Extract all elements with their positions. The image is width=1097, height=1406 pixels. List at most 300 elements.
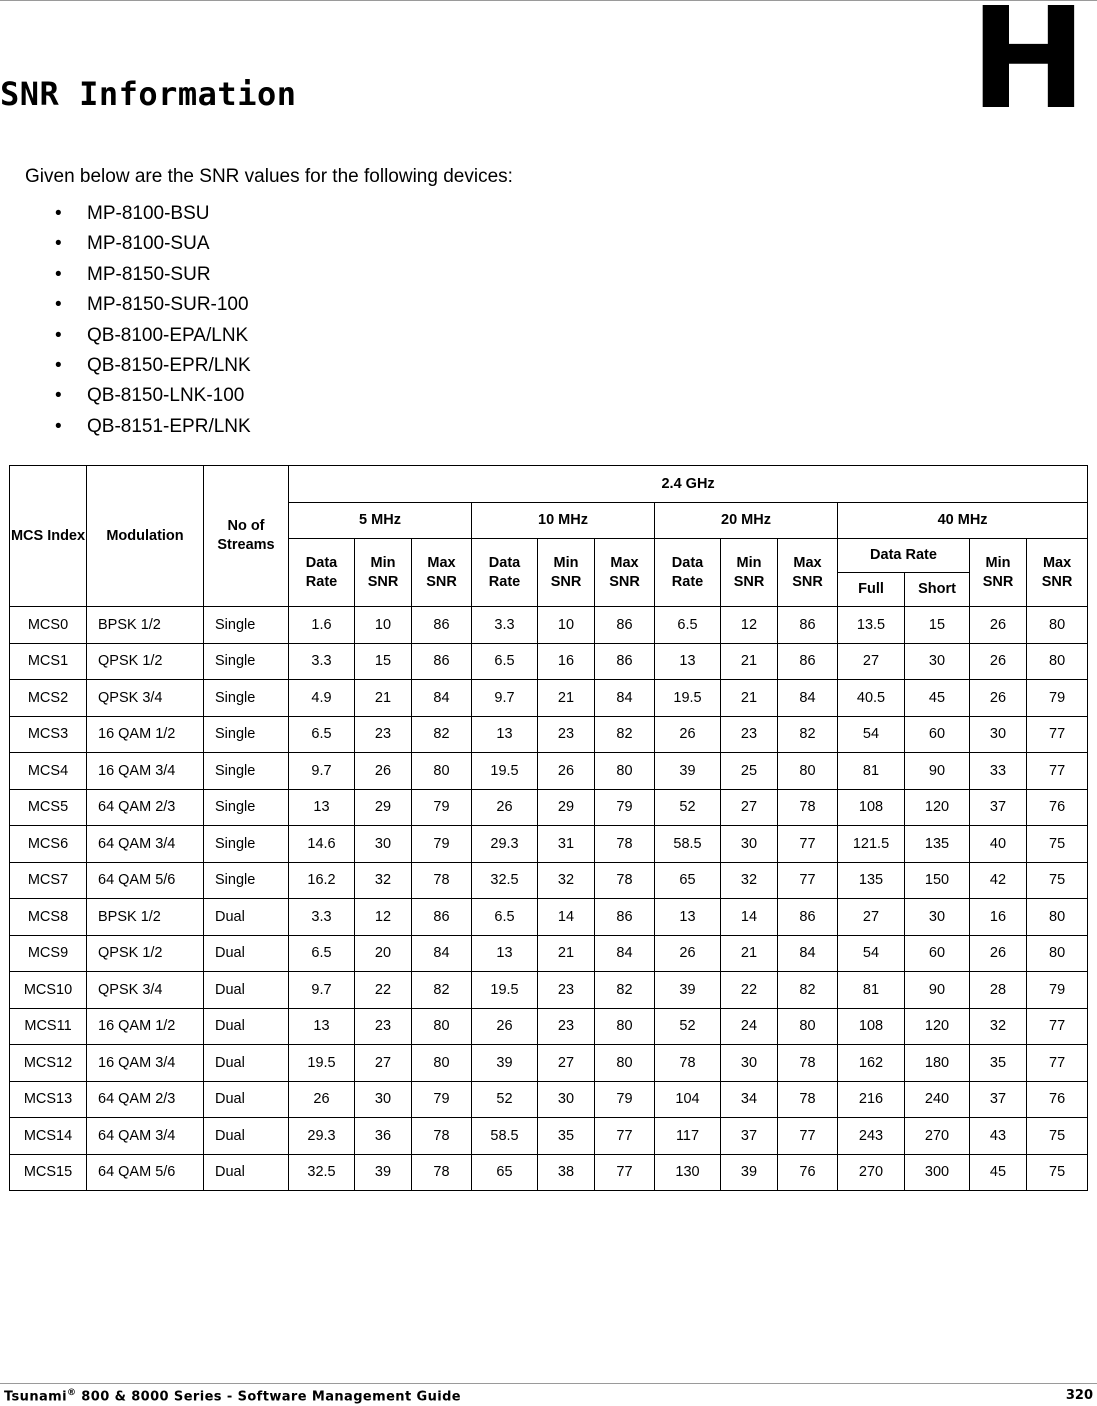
cell-min-snr-20mhz: 30: [721, 1045, 778, 1082]
table-row: [10, 680, 1088, 717]
cell-min-snr-5mhz: 30: [355, 826, 412, 863]
cell-min-snr-40mhz: 26: [970, 680, 1027, 717]
footer-rule: [0, 1383, 1097, 1384]
header-max-snr: Max SNR: [1027, 539, 1088, 607]
cell-rate-10mhz: 19.5: [472, 972, 538, 1009]
cell-min-snr-40mhz: 45: [970, 1154, 1027, 1191]
cell-rate-short-40mhz: 270: [905, 1118, 970, 1155]
cell-rate-10mhz: 65: [472, 1154, 538, 1191]
cell-rate-short-40mhz: 150: [905, 862, 970, 899]
footer-guide-title: [4, 1388, 461, 1404]
device-list: [55, 200, 251, 443]
cell-max-snr-20mhz: 86: [778, 607, 838, 644]
cell-mcs-index: MCS9: [10, 935, 87, 972]
bullet: •: [55, 324, 62, 346]
table-row: [10, 1118, 1088, 1155]
cell-max-snr-20mhz: 86: [778, 899, 838, 936]
top-rule: [0, 0, 1097, 1]
table-row: [10, 1081, 1088, 1118]
cell-mcs-index: MCS5: [10, 789, 87, 826]
chapter-letter: H: [969, 0, 1087, 141]
bullet: •: [55, 233, 62, 255]
device-name: MP-8100-BSU: [87, 203, 210, 224]
cell-min-snr-40mhz: 37: [970, 789, 1027, 826]
list-item: [55, 322, 251, 352]
cell-min-snr-10mhz: 16: [538, 643, 595, 680]
cell-max-snr-5mhz: 80: [412, 753, 472, 790]
bullet: •: [55, 385, 62, 407]
cell-max-snr-40mhz: 80: [1027, 643, 1088, 680]
cell-streams: Single: [204, 862, 289, 899]
cell-streams: Single: [204, 753, 289, 790]
cell-max-snr-40mhz: 75: [1027, 826, 1088, 863]
cell-modulation: QPSK 3/4: [87, 972, 204, 1009]
cell-rate-short-40mhz: 180: [905, 1045, 970, 1082]
table-row: [10, 972, 1088, 1009]
cell-rate-10mhz: 3.3: [472, 607, 538, 644]
cell-min-snr-20mhz: 14: [721, 899, 778, 936]
cell-max-snr-20mhz: 76: [778, 1154, 838, 1191]
cell-min-snr-5mhz: 29: [355, 789, 412, 826]
cell-max-snr-5mhz: 86: [412, 899, 472, 936]
cell-rate-full-40mhz: 27: [838, 643, 905, 680]
header-data-rate: Data Rate: [655, 539, 721, 607]
cell-max-snr-20mhz: 86: [778, 643, 838, 680]
cell-min-snr-5mhz: 20: [355, 935, 412, 972]
cell-rate-full-40mhz: 162: [838, 1045, 905, 1082]
cell-mcs-index: MCS12: [10, 1045, 87, 1082]
cell-min-snr-10mhz: 26: [538, 753, 595, 790]
cell-rate-20mhz: 39: [655, 972, 721, 1009]
cell-max-snr-20mhz: 80: [778, 1008, 838, 1045]
cell-min-snr-5mhz: 32: [355, 862, 412, 899]
cell-max-snr-40mhz: 79: [1027, 680, 1088, 717]
cell-max-snr-10mhz: 82: [595, 716, 655, 753]
cell-min-snr-10mhz: 30: [538, 1081, 595, 1118]
cell-rate-10mhz: 26: [472, 1008, 538, 1045]
header-band: 2.4 GHz: [289, 466, 1088, 503]
intro-text: Given below are the SNR values for the following devices:: [25, 166, 513, 187]
device-name: MP-8150-SUR-100: [87, 294, 249, 316]
cell-min-snr-20mhz: 27: [721, 789, 778, 826]
cell-max-snr-40mhz: 77: [1027, 716, 1088, 753]
cell-rate-short-40mhz: 60: [905, 935, 970, 972]
page-title: SNR Information: [0, 75, 297, 113]
cell-rate-5mhz: 29.3: [289, 1118, 355, 1155]
cell-min-snr-20mhz: 39: [721, 1154, 778, 1191]
header-10mhz: 10 MHz: [472, 503, 655, 539]
cell-mcs-index: MCS15: [10, 1154, 87, 1191]
cell-rate-10mhz: 13: [472, 935, 538, 972]
cell-max-snr-10mhz: 79: [595, 789, 655, 826]
cell-modulation: 64 QAM 3/4: [87, 1118, 204, 1155]
cell-max-snr-20mhz: 84: [778, 935, 838, 972]
cell-min-snr-20mhz: 25: [721, 753, 778, 790]
cell-rate-5mhz: 9.7: [289, 972, 355, 1009]
cell-min-snr-5mhz: 30: [355, 1081, 412, 1118]
cell-max-snr-40mhz: 77: [1027, 1008, 1088, 1045]
header-short: Short: [905, 573, 970, 607]
cell-max-snr-20mhz: 80: [778, 753, 838, 790]
cell-max-snr-20mhz: 78: [778, 1081, 838, 1118]
cell-min-snr-5mhz: 23: [355, 1008, 412, 1045]
cell-rate-full-40mhz: 54: [838, 716, 905, 753]
table-row: [10, 826, 1088, 863]
table-row: [10, 862, 1088, 899]
header-data-rate: Data Rate: [472, 539, 538, 607]
header-min-snr: Min SNR: [355, 539, 412, 607]
cell-mcs-index: MCS0: [10, 607, 87, 644]
cell-max-snr-5mhz: 80: [412, 1045, 472, 1082]
cell-mcs-index: MCS11: [10, 1008, 87, 1045]
cell-rate-5mhz: 14.6: [289, 826, 355, 863]
cell-max-snr-5mhz: 79: [412, 1081, 472, 1118]
snr-table-body: [10, 607, 1088, 1191]
cell-rate-short-40mhz: 120: [905, 1008, 970, 1045]
cell-max-snr-10mhz: 84: [595, 680, 655, 717]
cell-rate-10mhz: 39: [472, 1045, 538, 1082]
cell-max-snr-20mhz: 77: [778, 862, 838, 899]
cell-mcs-index: MCS14: [10, 1118, 87, 1155]
cell-max-snr-5mhz: 82: [412, 716, 472, 753]
cell-modulation: 64 QAM 3/4: [87, 826, 204, 863]
cell-rate-short-40mhz: 120: [905, 789, 970, 826]
list-item: [55, 382, 251, 412]
cell-min-snr-10mhz: 14: [538, 899, 595, 936]
bullet: •: [55, 203, 62, 224]
cell-max-snr-5mhz: 86: [412, 607, 472, 644]
bullet: •: [55, 263, 62, 285]
cell-rate-full-40mhz: 270: [838, 1154, 905, 1191]
cell-rate-short-40mhz: 135: [905, 826, 970, 863]
cell-mcs-index: MCS4: [10, 753, 87, 790]
cell-rate-5mhz: 9.7: [289, 753, 355, 790]
cell-modulation: 64 QAM 5/6: [87, 862, 204, 899]
cell-rate-short-40mhz: 30: [905, 899, 970, 936]
cell-mcs-index: MCS6: [10, 826, 87, 863]
bullet: •: [55, 415, 62, 437]
cell-rate-full-40mhz: 81: [838, 753, 905, 790]
cell-min-snr-40mhz: 26: [970, 607, 1027, 644]
cell-min-snr-5mhz: 27: [355, 1045, 412, 1082]
cell-mcs-index: MCS3: [10, 716, 87, 753]
table-row: [10, 935, 1088, 972]
cell-rate-10mhz: 13: [472, 716, 538, 753]
cell-max-snr-5mhz: 79: [412, 789, 472, 826]
cell-min-snr-20mhz: 12: [721, 607, 778, 644]
cell-min-snr-10mhz: 38: [538, 1154, 595, 1191]
list-item: [55, 200, 251, 230]
device-name: QB-8150-LNK-100: [87, 385, 245, 407]
device-name: QB-8151-EPR/LNK: [87, 415, 251, 437]
cell-max-snr-40mhz: 75: [1027, 862, 1088, 899]
cell-min-snr-5mhz: 12: [355, 899, 412, 936]
cell-rate-5mhz: 3.3: [289, 643, 355, 680]
cell-rate-short-40mhz: 90: [905, 753, 970, 790]
cell-rate-5mhz: 16.2: [289, 862, 355, 899]
cell-modulation: 64 QAM 5/6: [87, 1154, 204, 1191]
device-name: QB-8150-EPR/LNK: [87, 354, 251, 376]
cell-max-snr-10mhz: 80: [595, 1008, 655, 1045]
cell-max-snr-40mhz: 76: [1027, 789, 1088, 826]
cell-modulation: 64 QAM 2/3: [87, 1081, 204, 1118]
cell-modulation: BPSK 1/2: [87, 607, 204, 644]
header-mcs-index: MCS Index: [10, 466, 87, 607]
header-max-snr: Max SNR: [778, 539, 838, 607]
table-row: [10, 1008, 1088, 1045]
cell-modulation: QPSK 3/4: [87, 680, 204, 717]
table-row: [10, 1154, 1088, 1191]
cell-max-snr-5mhz: 79: [412, 826, 472, 863]
cell-min-snr-40mhz: 32: [970, 1008, 1027, 1045]
cell-max-snr-10mhz: 77: [595, 1118, 655, 1155]
header-20mhz: 20 MHz: [655, 503, 838, 539]
cell-streams: Dual: [204, 1008, 289, 1045]
table-row: [10, 753, 1088, 790]
cell-rate-20mhz: 130: [655, 1154, 721, 1191]
footer-brand: Tsunami: [4, 1389, 67, 1405]
cell-max-snr-10mhz: 79: [595, 1081, 655, 1118]
cell-rate-short-40mhz: 300: [905, 1154, 970, 1191]
cell-rate-full-40mhz: 135: [838, 862, 905, 899]
cell-min-snr-5mhz: 10: [355, 607, 412, 644]
cell-min-snr-5mhz: 22: [355, 972, 412, 1009]
cell-mcs-index: MCS7: [10, 862, 87, 899]
cell-rate-10mhz: 52: [472, 1081, 538, 1118]
cell-mcs-index: MCS2: [10, 680, 87, 717]
cell-min-snr-20mhz: 37: [721, 1118, 778, 1155]
footer-guide-name: 800 & 8000 Series - Software Management Guide: [76, 1389, 462, 1405]
cell-max-snr-10mhz: 86: [595, 643, 655, 680]
cell-min-snr-10mhz: 23: [538, 972, 595, 1009]
cell-rate-10mhz: 6.5: [472, 899, 538, 936]
cell-max-snr-5mhz: 78: [412, 1118, 472, 1155]
cell-max-snr-10mhz: 82: [595, 972, 655, 1009]
cell-modulation: 64 QAM 2/3: [87, 789, 204, 826]
cell-rate-full-40mhz: 108: [838, 789, 905, 826]
cell-max-snr-20mhz: 78: [778, 789, 838, 826]
cell-min-snr-40mhz: 35: [970, 1045, 1027, 1082]
bullet: •: [55, 294, 62, 316]
cell-rate-5mhz: 32.5: [289, 1154, 355, 1191]
cell-rate-short-40mhz: 90: [905, 972, 970, 1009]
cell-max-snr-10mhz: 78: [595, 862, 655, 899]
cell-rate-20mhz: 39: [655, 753, 721, 790]
header-full: Full: [838, 573, 905, 607]
cell-min-snr-10mhz: 29: [538, 789, 595, 826]
header-min-snr: Min SNR: [721, 539, 778, 607]
cell-streams: Dual: [204, 1081, 289, 1118]
cell-mcs-index: MCS13: [10, 1081, 87, 1118]
table-row: [10, 1045, 1088, 1082]
cell-streams: Dual: [204, 1045, 289, 1082]
device-name: MP-8150-SUR: [87, 263, 211, 285]
cell-streams: Dual: [204, 972, 289, 1009]
cell-max-snr-10mhz: 80: [595, 753, 655, 790]
cell-max-snr-40mhz: 80: [1027, 935, 1088, 972]
cell-rate-10mhz: 58.5: [472, 1118, 538, 1155]
cell-streams: Dual: [204, 899, 289, 936]
cell-rate-short-40mhz: 45: [905, 680, 970, 717]
cell-min-snr-20mhz: 21: [721, 643, 778, 680]
device-name: QB-8100-EPA/LNK: [87, 324, 249, 346]
cell-min-snr-20mhz: 30: [721, 826, 778, 863]
cell-max-snr-40mhz: 80: [1027, 607, 1088, 644]
cell-rate-5mhz: 13: [289, 789, 355, 826]
cell-rate-5mhz: 3.3: [289, 899, 355, 936]
cell-rate-10mhz: 9.7: [472, 680, 538, 717]
cell-rate-full-40mhz: 108: [838, 1008, 905, 1045]
cell-min-snr-40mhz: 16: [970, 899, 1027, 936]
cell-rate-20mhz: 65: [655, 862, 721, 899]
cell-max-snr-10mhz: 78: [595, 826, 655, 863]
cell-min-snr-10mhz: 31: [538, 826, 595, 863]
cell-rate-10mhz: 26: [472, 789, 538, 826]
cell-streams: Dual: [204, 1118, 289, 1155]
cell-rate-20mhz: 13: [655, 643, 721, 680]
header-data-rate: Data Rate: [289, 539, 355, 607]
cell-rate-20mhz: 58.5: [655, 826, 721, 863]
cell-min-snr-10mhz: 27: [538, 1045, 595, 1082]
cell-modulation: QPSK 1/2: [87, 935, 204, 972]
cell-rate-5mhz: 1.6: [289, 607, 355, 644]
cell-streams: Single: [204, 826, 289, 863]
table-row: [10, 643, 1088, 680]
cell-max-snr-10mhz: 84: [595, 935, 655, 972]
cell-min-snr-40mhz: 26: [970, 643, 1027, 680]
cell-max-snr-40mhz: 79: [1027, 972, 1088, 1009]
cell-rate-5mhz: 26: [289, 1081, 355, 1118]
cell-min-snr-20mhz: 21: [721, 680, 778, 717]
cell-max-snr-5mhz: 84: [412, 935, 472, 972]
cell-rate-full-40mhz: 121.5: [838, 826, 905, 863]
cell-modulation: QPSK 1/2: [87, 643, 204, 680]
cell-min-snr-20mhz: 32: [721, 862, 778, 899]
cell-rate-10mhz: 6.5: [472, 643, 538, 680]
cell-min-snr-40mhz: 33: [970, 753, 1027, 790]
cell-min-snr-10mhz: 21: [538, 935, 595, 972]
cell-max-snr-40mhz: 76: [1027, 1081, 1088, 1118]
cell-max-snr-40mhz: 77: [1027, 1045, 1088, 1082]
cell-min-snr-5mhz: 39: [355, 1154, 412, 1191]
cell-max-snr-10mhz: 86: [595, 607, 655, 644]
cell-rate-full-40mhz: 54: [838, 935, 905, 972]
cell-rate-20mhz: 19.5: [655, 680, 721, 717]
cell-max-snr-20mhz: 77: [778, 1118, 838, 1155]
cell-streams: Single: [204, 607, 289, 644]
cell-rate-10mhz: 29.3: [472, 826, 538, 863]
cell-streams: Single: [204, 716, 289, 753]
cell-rate-full-40mhz: 13.5: [838, 607, 905, 644]
cell-mcs-index: MCS10: [10, 972, 87, 1009]
cell-modulation: 16 QAM 3/4: [87, 753, 204, 790]
cell-min-snr-40mhz: 28: [970, 972, 1027, 1009]
cell-rate-short-40mhz: 30: [905, 643, 970, 680]
cell-max-snr-40mhz: 80: [1027, 899, 1088, 936]
header-max-snr: Max SNR: [595, 539, 655, 607]
bullet: •: [55, 354, 62, 376]
cell-rate-5mhz: 13: [289, 1008, 355, 1045]
cell-rate-20mhz: 117: [655, 1118, 721, 1155]
cell-rate-20mhz: 6.5: [655, 607, 721, 644]
header-streams: No of Streams: [204, 466, 289, 607]
cell-rate-20mhz: 104: [655, 1081, 721, 1118]
cell-min-snr-10mhz: 10: [538, 607, 595, 644]
cell-rate-short-40mhz: 60: [905, 716, 970, 753]
cell-max-snr-5mhz: 84: [412, 680, 472, 717]
cell-max-snr-10mhz: 80: [595, 1045, 655, 1082]
cell-min-snr-20mhz: 24: [721, 1008, 778, 1045]
cell-rate-20mhz: 26: [655, 716, 721, 753]
table-row: [10, 899, 1088, 936]
cell-modulation: 16 QAM 1/2: [87, 716, 204, 753]
cell-streams: Dual: [204, 935, 289, 972]
table-row: [10, 716, 1088, 753]
cell-min-snr-10mhz: 35: [538, 1118, 595, 1155]
cell-rate-full-40mhz: 216: [838, 1081, 905, 1118]
header-data-rate-40: Data Rate: [838, 539, 970, 573]
table-row: [10, 607, 1088, 644]
cell-min-snr-40mhz: 42: [970, 862, 1027, 899]
cell-min-snr-10mhz: 32: [538, 862, 595, 899]
cell-max-snr-10mhz: 86: [595, 899, 655, 936]
cell-rate-5mhz: 4.9: [289, 680, 355, 717]
cell-rate-full-40mhz: 27: [838, 899, 905, 936]
page-number: 320: [1065, 1388, 1093, 1403]
cell-max-snr-20mhz: 77: [778, 826, 838, 863]
cell-rate-5mhz: 6.5: [289, 716, 355, 753]
cell-max-snr-20mhz: 78: [778, 1045, 838, 1082]
cell-min-snr-10mhz: 23: [538, 1008, 595, 1045]
cell-min-snr-5mhz: 36: [355, 1118, 412, 1155]
cell-max-snr-5mhz: 78: [412, 1154, 472, 1191]
cell-min-snr-5mhz: 21: [355, 680, 412, 717]
cell-min-snr-10mhz: 21: [538, 680, 595, 717]
cell-min-snr-40mhz: 43: [970, 1118, 1027, 1155]
cell-modulation: BPSK 1/2: [87, 899, 204, 936]
registered-mark: ®: [66, 1388, 77, 1398]
cell-max-snr-5mhz: 86: [412, 643, 472, 680]
cell-rate-20mhz: 26: [655, 935, 721, 972]
cell-min-snr-40mhz: 40: [970, 826, 1027, 863]
cell-streams: Single: [204, 643, 289, 680]
cell-min-snr-5mhz: 23: [355, 716, 412, 753]
cell-max-snr-40mhz: 75: [1027, 1154, 1088, 1191]
header-40mhz: 40 MHz: [838, 503, 1088, 539]
cell-min-snr-40mhz: 30: [970, 716, 1027, 753]
cell-rate-full-40mhz: 40.5: [838, 680, 905, 717]
cell-max-snr-40mhz: 77: [1027, 753, 1088, 790]
snr-table: [9, 465, 1088, 1191]
header-5mhz: 5 MHz: [289, 503, 472, 539]
cell-mcs-index: MCS1: [10, 643, 87, 680]
cell-modulation: 16 QAM 3/4: [87, 1045, 204, 1082]
cell-max-snr-5mhz: 82: [412, 972, 472, 1009]
header-min-snr: Min SNR: [970, 539, 1027, 607]
cell-max-snr-20mhz: 82: [778, 972, 838, 1009]
cell-max-snr-5mhz: 80: [412, 1008, 472, 1045]
cell-streams: Single: [204, 680, 289, 717]
cell-mcs-index: MCS8: [10, 899, 87, 936]
cell-max-snr-20mhz: 82: [778, 716, 838, 753]
list-item: [55, 291, 251, 321]
cell-min-snr-5mhz: 15: [355, 643, 412, 680]
cell-rate-10mhz: 19.5: [472, 753, 538, 790]
cell-max-snr-20mhz: 84: [778, 680, 838, 717]
cell-max-snr-10mhz: 77: [595, 1154, 655, 1191]
list-item: [55, 261, 251, 291]
cell-rate-20mhz: 13: [655, 899, 721, 936]
